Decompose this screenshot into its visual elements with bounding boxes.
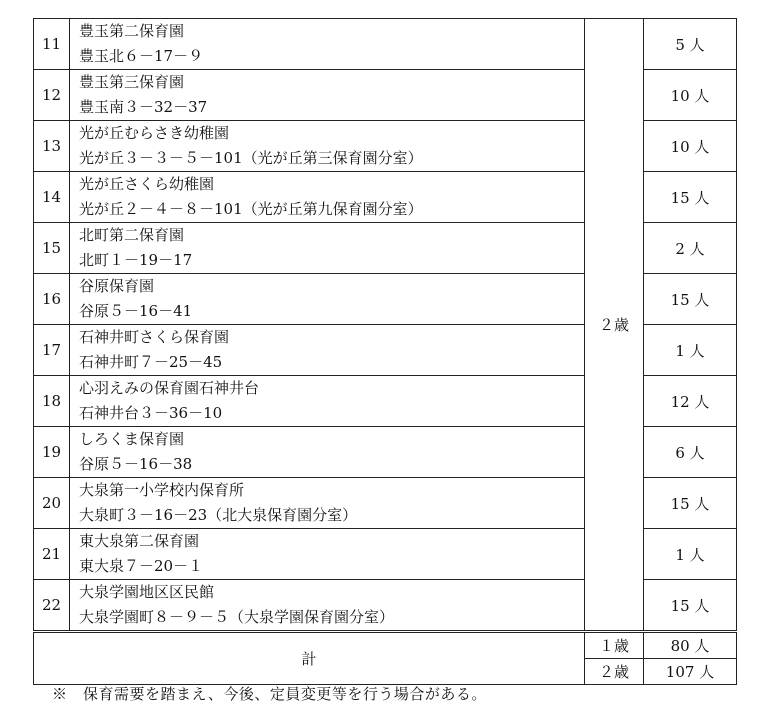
total-age: １歳	[585, 632, 644, 659]
row-number: 13	[34, 121, 70, 172]
facility-cell	[70, 325, 585, 376]
row-number: 21	[34, 529, 70, 580]
facility-name: 光が丘さくら幼稚園	[79, 175, 215, 193]
facility-name: 豊玉第二保育園	[79, 22, 185, 40]
facility-cell	[70, 427, 585, 478]
facility-name: 豊玉第三保育園	[79, 73, 185, 91]
facility-name: 石神井町さくら保育園	[79, 328, 230, 346]
capacity-cell: 1 人	[644, 529, 737, 580]
facility-address: 東大泉７－20－１	[79, 557, 204, 575]
facility-table	[33, 18, 737, 685]
capacity-cell: 5 人	[644, 19, 737, 70]
facility-cell	[70, 529, 585, 580]
capacity-cell: 15 人	[644, 274, 737, 325]
table-row	[34, 19, 737, 70]
facility-cell	[70, 19, 585, 70]
capacity-cell: 12 人	[644, 376, 737, 427]
facility-address: 大泉学園町８－９－５（大泉学園保育園分室）	[79, 608, 395, 626]
capacity-cell: 1 人	[644, 325, 737, 376]
facility-cell	[70, 478, 585, 529]
row-number: 17	[34, 325, 70, 376]
row-number: 12	[34, 70, 70, 121]
total-label: 計	[34, 632, 585, 685]
facility-cell	[70, 376, 585, 427]
facility-cell	[70, 223, 585, 274]
capacity-cell: 15 人	[644, 478, 737, 529]
row-number: 11	[34, 19, 70, 70]
row-number: 19	[34, 427, 70, 478]
facility-address: 光が丘３－３－５－101（光が丘第三保育園分室）	[79, 149, 423, 167]
capacity-cell: 10 人	[644, 121, 737, 172]
facility-name: 大泉第一小学校内保育所	[79, 481, 245, 499]
capacity-cell: 10 人	[644, 70, 737, 121]
facility-cell	[70, 121, 585, 172]
capacity-cell: 2 人	[644, 223, 737, 274]
facility-name: 大泉学園地区区民館	[79, 583, 215, 601]
facility-name: 心羽えみの保育園石神井台	[79, 379, 260, 397]
facility-cell	[70, 172, 585, 223]
facility-address: 谷原５－16－38	[79, 455, 193, 473]
capacity-cell: 6 人	[644, 427, 737, 478]
row-number: 18	[34, 376, 70, 427]
facility-name: しろくま保育園	[79, 430, 185, 448]
total-capacity: 80 人	[644, 632, 737, 659]
capacity-cell: 15 人	[644, 172, 737, 223]
facility-address: 石神井町７－25－45	[79, 353, 223, 371]
facility-name: 東大泉第二保育園	[79, 532, 200, 550]
facility-cell	[70, 274, 585, 325]
facility-address: 大泉町３－16－23（北大泉保育園分室）	[79, 506, 358, 524]
row-number: 20	[34, 478, 70, 529]
total-row	[34, 632, 737, 659]
row-number: 16	[34, 274, 70, 325]
facility-cell	[70, 580, 585, 632]
facility-name: 北町第二保育園	[79, 226, 185, 244]
facility-address: 北町１－19－17	[79, 251, 193, 269]
facility-cell	[70, 70, 585, 121]
total-capacity: 107 人	[644, 659, 737, 685]
facility-address: 光が丘２－４－８－101（光が丘第九保育園分室）	[79, 200, 423, 218]
row-number: 14	[34, 172, 70, 223]
row-number: 15	[34, 223, 70, 274]
facility-name: 光が丘むらさき幼稚園	[79, 124, 230, 142]
facility-address: 谷原５－16－41	[79, 302, 193, 320]
footnote: ※ 保育需要を踏まえ、今後、定員変更等を行う場合がある。	[52, 685, 487, 703]
facility-address: 石神井台３－36－10	[79, 404, 223, 422]
capacity-cell: 15 人	[644, 580, 737, 632]
facility-address: 豊玉北６－17－９	[79, 47, 204, 65]
facility-name: 谷原保育園	[79, 277, 155, 295]
row-number: 22	[34, 580, 70, 632]
age-cell: ２歳	[585, 19, 644, 632]
facility-address: 豊玉南３－32－37	[79, 98, 208, 116]
total-age: ２歳	[585, 659, 644, 685]
